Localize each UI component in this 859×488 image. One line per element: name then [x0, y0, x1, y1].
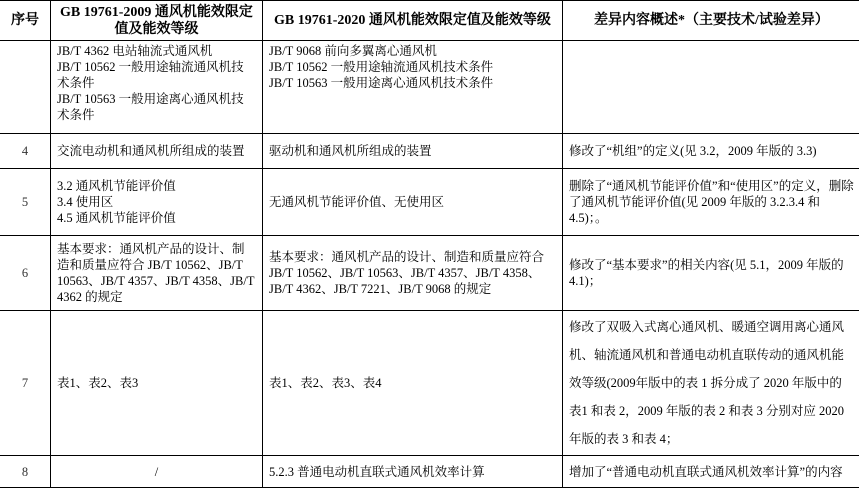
row-new: 表1、表2、表3、表4	[263, 311, 563, 456]
row-new	[263, 41, 563, 134]
old-item: JB/T 4362 电站轴流式通风机	[57, 43, 256, 59]
table-row	[0, 169, 859, 236]
row-new: 驱动机和通风机所组成的装置	[263, 134, 563, 169]
header-old-standard: GB 19761-2009 通风机能效限定值及能效等级	[51, 1, 263, 41]
row-old	[51, 41, 263, 134]
row-new: 无通风机节能评价值、无使用区	[263, 169, 563, 236]
table-row	[0, 236, 859, 311]
row-old: 交流电动机和通风机所组成的装置	[51, 134, 263, 169]
row-diff: 修改了双吸入式离心通风机、暖通空调用离心通风机、轴流通风机和普通电动机直联传动的通风机能效等级(2009年版中的表 1 拆分成了 2020 年版中的表1 和表 2，2009 年版的表 2 和表 3 分别对应 2020 年版的表 3 和表 4；	[563, 311, 859, 456]
row-old: 基本要求：通风机产品的设计、制造和质量应符合 JB/T 10562、JB/T 10563、JB/T 4357、JB/T 4358、JB/T 4362 的规定	[51, 236, 263, 311]
table-row	[0, 311, 859, 456]
header-new-standard: GB 19761-2020 通风机能效限定值及能效等级	[263, 1, 563, 41]
old-item: JB/T 10562 一般用途轴流通风机技术条件	[57, 59, 256, 91]
old-item: JB/T 10563 一般用途离心通风机技术条件	[57, 91, 256, 123]
row-diff: 增加了“普通电动机直联式通风机效率计算”的内容	[563, 456, 859, 488]
row-new: 5.2.3 普通电动机直联式通风机效率计算	[263, 456, 563, 488]
row-old: 表1、表2、表3	[51, 311, 263, 456]
row-new: 基本要求：通风机产品的设计、制造和质量应符合 JB/T 10562、JB/T 10563、JB/T 4357、JB/T 4358、JB/T 4362、JB/T 7221、JB/T 9068 的规定	[263, 236, 563, 311]
table-row	[0, 41, 859, 134]
row-diff: 修改了“基本要求”的相关内容(见 5.1，2009 年版的 4.1)；	[563, 236, 859, 311]
table-row	[0, 134, 859, 169]
row-old: /	[51, 456, 263, 488]
row-no: 5	[0, 169, 51, 236]
old-item: 3.2 通风机节能评价值	[57, 178, 256, 194]
header-differences: 差异内容概述*（主要技术/试验差异）	[563, 1, 859, 41]
header-no: 序号	[0, 1, 51, 41]
old-item: 3.4 使用区	[57, 194, 256, 210]
row-no: 7	[0, 311, 51, 456]
row-diff	[563, 41, 859, 134]
row-diff: 删除了“通风机节能评价值”和“使用区”的定义，删除了通风机节能评价值(见 2009 年版的 3.2.3.4 和 4.5)；。	[563, 169, 859, 236]
header-row	[0, 1, 859, 41]
row-diff: 修改了“机组”的定义(见 3.2，2009 年版的 3.3)	[563, 134, 859, 169]
table-row	[0, 456, 859, 488]
new-item: JB/T 10562 一般用途轴流通风机技术条件	[269, 59, 556, 75]
new-item: JB/T 10563 一般用途离心通风机技术条件	[269, 75, 556, 91]
old-item: 4.5 通风机节能评价值	[57, 210, 256, 226]
new-item: JB/T 9068 前向多翼离心通风机	[269, 43, 556, 59]
row-no: 6	[0, 236, 51, 311]
row-old	[51, 169, 263, 236]
row-no: 8	[0, 456, 51, 488]
row-no	[0, 41, 51, 134]
row-no: 4	[0, 134, 51, 169]
